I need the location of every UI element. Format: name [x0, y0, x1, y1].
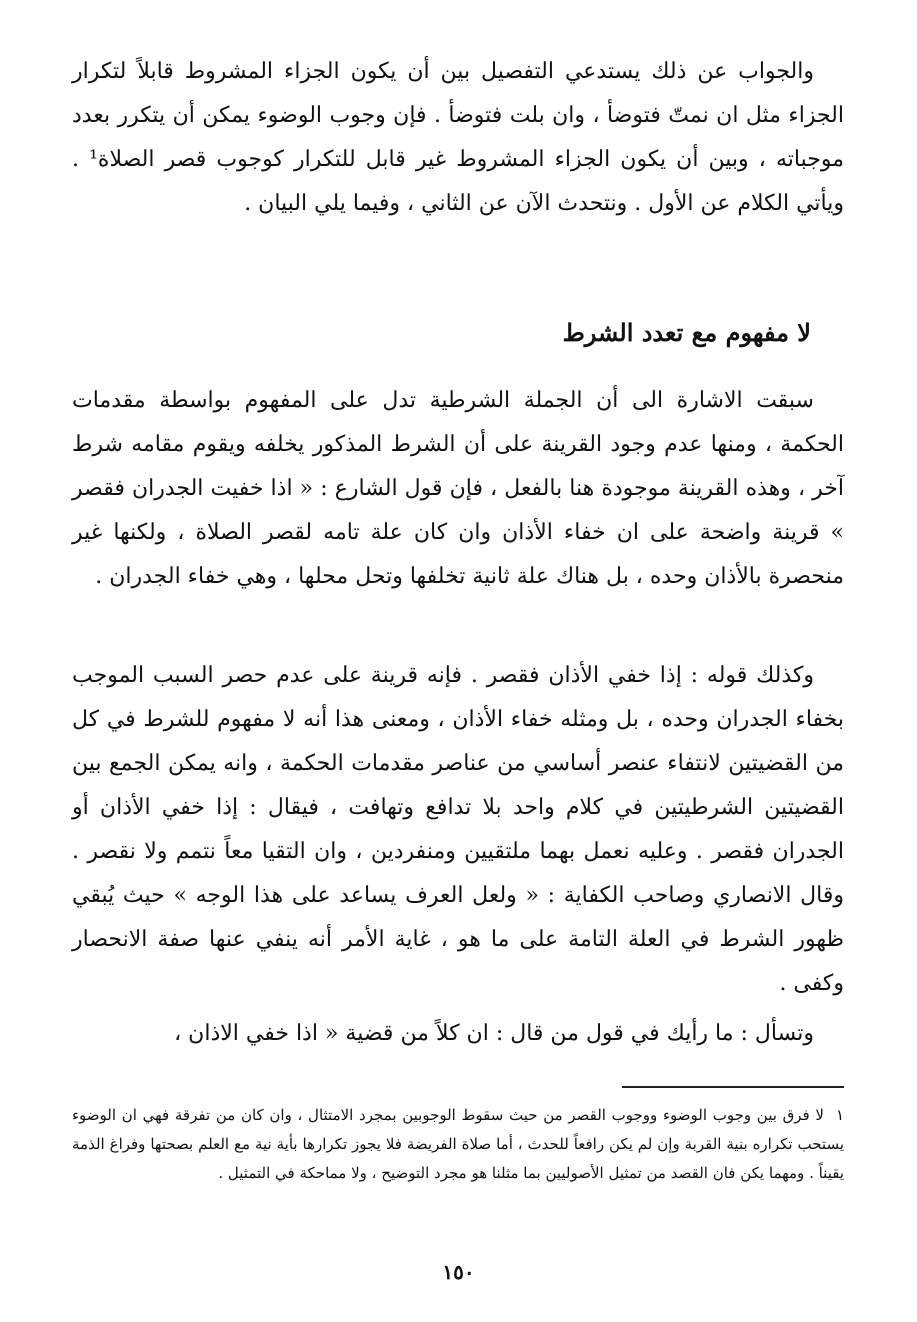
body-paragraph: وكذلك قوله : إذا خفي الأذان فقصر . فإنه قرينة على عدم حصر السبب الموجب بخفاء الجدران وحده ، بل ومثله خفاء الأذان ، ومعنى هذا أنه لا مفهوم للشرط في كل من القضيتين لانتفاء عنصر أساسي من عناصر مقدمات الحكمة ، وانه يمكن الجمع بين القضيتين الشرطيتين في كلام واحد بلا تدافع وتهافت ، فيقال : إذا خفي الأذان أو الجدران فقصر . وعليه نعمل بهما ملتقيين ومنفردين ، وان التقيا معاً نتمم ولا نقصر . وقال الانصاري وصاحب الكفاية : « ولعل العرف يساعد على هذا الوجه » حيث يُبقي ظهور الشرط في العلة التامة على ما هو ، غاية الأمر أنه ينفي عنها صفة الانحصار وكفى . [72, 663, 844, 996]
page-number: ١٥٠ [442, 1260, 475, 1284]
section-heading: لا مفهوم مع تعدد الشرط [562, 318, 811, 347]
body-paragraph: سبقت الاشارة الى أن الجملة الشرطية تدل على المفهوم بواسطة مقدمات الحكمة ، ومنها عدم وجود القرينة على أن الشرط المذكور يخلفه ويقوم مقامه شرط آخر ، وهذه القرينة موجودة هنا بالفعل ، فإن قول الشارع : « اذا خفيت الجدران فقصر » قرينة واضحة على ان خفاء الأذان وان كان علة تامه لقصر الصلاة ، ولكنها غير منحصرة بالأذان وحده ، بل هناك علة ثانية تخلفها وتحل محلها ، وهي خفاء الجدران . [72, 388, 844, 589]
footnote-marker: ١ [835, 1106, 844, 1124]
footnote-divider [622, 1086, 844, 1088]
footnote [72, 1101, 844, 1188]
body-paragraph: والجواب عن ذلك يستدعي التفصيل بين أن يكون الجزاء المشروط قابلاً لتكرار الجزاء مثل ان نمتّ فتوضأ ، وان بلت فتوضأ . فإن وجوب الوضوء يمكن أن يتكرر بعدد موجباته ، وبين أن يكون الجزاء المشروط غير قابل للتكرار كوجوب قصر الصلاة¹ . ويأتي الكلام عن الأول . ونتحدث الآن عن الثاني ، وفيما يلي البيان . [72, 59, 844, 216]
body-paragraph: وتسأل : ما رأيك في قول من قال : ان كلاً من قضية « اذا خفي الاذان ، [174, 1021, 814, 1046]
footnote-text: لا فرق بين وجوب الوضوء ووجوب القصر من حيث سقوط الوجوبين بمجرد الامتثال ، وان كان من تفرقة فهي ان الوضوء يستحب تكراره بنية القربة وإن لم يكن رافعاً للحدث ، أما صلاة الفريضة فلا يجوز تكرارها بأية نية مع العلم بصحتها وفراغ الذمة يقيناً . ومهما يكن فان القصد من تمثيل الأصوليين بما مثلنا هو مجرد التوضيح ، ولا مماحكة في التمثيل . [72, 1106, 844, 1182]
